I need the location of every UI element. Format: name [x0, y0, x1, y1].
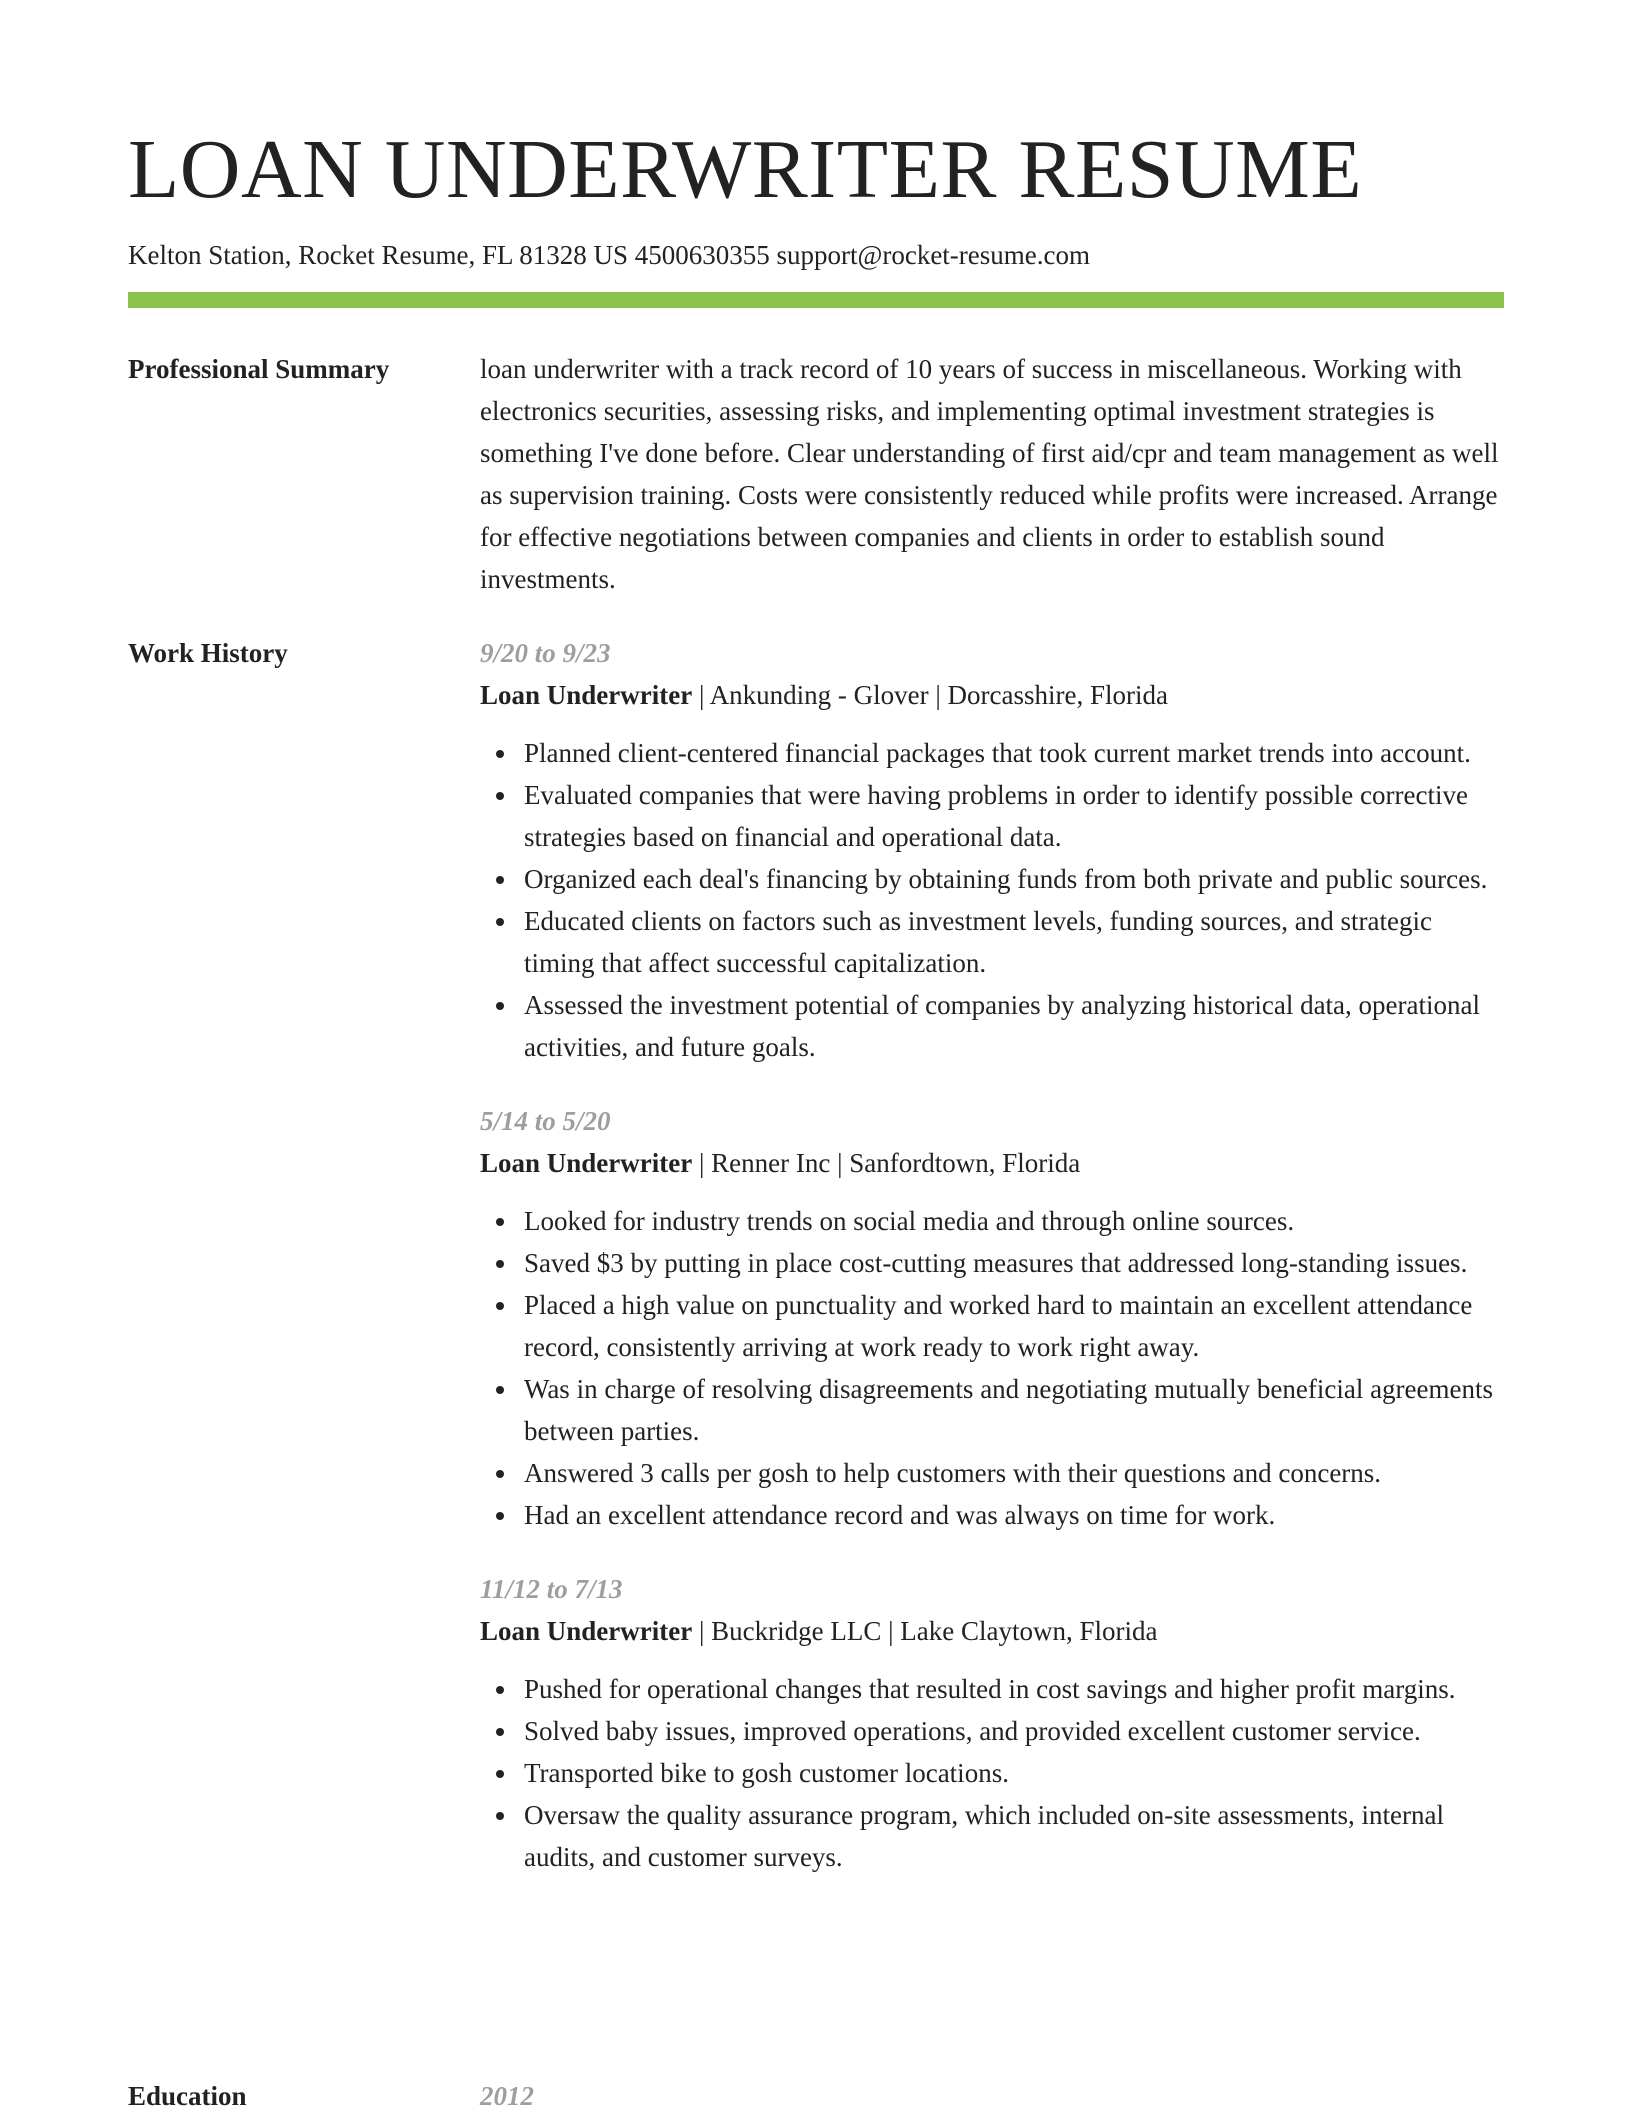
job-entry [480, 1568, 1504, 1878]
list-item: Solved baby issues, improved operations, and provided excellent customer service. [524, 1710, 1504, 1752]
job-title-line [480, 674, 1504, 716]
list-item: Transported bike to gosh customer locations. [524, 1752, 1504, 1794]
list-item: Oversaw the quality assurance program, which included on-site assessments, internal audits, and customer surveys. [524, 1794, 1504, 1878]
section-label-education: Education [128, 2081, 247, 2111]
contact-line: Kelton Station, Rocket Resume, FL 81328 US 4500630355 support@rocket-resume.com [128, 240, 1090, 270]
summary-text: loan underwriter with a track record of 10 years of success in miscellaneous. Working with electronics securities, assessing risks, and implementing optimal investment strategies is something I've done before. Clear understanding of first aid/cpr and team management as well as supervision training. Costs were consistently reduced while profits were increased. Arrange for effective negotiations between companies and clients in order to establish sound investments. [480, 354, 1499, 594]
list-item: Looked for industry trends on social media and through online sources. [524, 1200, 1504, 1242]
list-item: Organized each deal's financing by obtaining funds from both private and public sources. [524, 858, 1504, 900]
resume-header [128, 120, 1504, 308]
job-role: Loan Underwriter [480, 680, 693, 710]
list-item: Planned client-centered financial packages that took current market trends into account. [524, 732, 1504, 774]
list-item: Assessed the investment potential of companies by analyzing historical data, operational activities, and future goals. [524, 984, 1504, 1068]
work-history-body [480, 632, 1504, 1910]
job-bullet-list [480, 732, 1504, 1068]
job-dates: 9/20 to 9/23 [480, 638, 611, 668]
list-item: Saved $3 by putting in place cost-cutting measures that addressed long-standing issues. [524, 1242, 1504, 1284]
job-bullet-list [480, 1200, 1504, 1536]
list-item: Educated clients on factors such as investment levels, funding sources, and strategic timing that affect successful capitalization. [524, 900, 1504, 984]
job-company-location: | Buckridge LLC | Lake Claytown, Florida [692, 1616, 1158, 1646]
job-role: Loan Underwriter [480, 1148, 693, 1178]
job-role: Loan Underwriter [480, 1616, 693, 1646]
job-company-location: | Ankunding - Glover | Dorcasshire, Florida [692, 680, 1168, 710]
list-item: Evaluated companies that were having problems in order to identify possible corrective strategies based on financial and operational data. [524, 774, 1504, 858]
job-company-location: | Renner Inc | Sanfordtown, Florida [692, 1148, 1081, 1178]
job-entry [480, 632, 1504, 1068]
list-item: Had an excellent attendance record and was always on time for work. [524, 1494, 1504, 1536]
job-title-line [480, 1142, 1504, 1184]
section-label-work-history: Work History [128, 638, 288, 668]
education-body [480, 2075, 1504, 2117]
resume-title: LOAN UNDERWRITER RESUME [128, 123, 1363, 216]
list-item: Was in charge of resolving disagreements and negotiating mutually beneficial agreements between parties. [524, 1368, 1504, 1452]
job-dates: 11/12 to 7/13 [480, 1574, 623, 1604]
education-year: 2012 [480, 2081, 534, 2111]
header-divider [128, 292, 1504, 308]
list-item: Answered 3 calls per gosh to help customers with their questions and concerns. [524, 1452, 1504, 1494]
job-title-line [480, 1610, 1504, 1652]
summary-body [480, 348, 1504, 600]
list-item: Pushed for operational changes that resulted in cost savings and higher profit margins. [524, 1668, 1504, 1710]
job-dates: 5/14 to 5/20 [480, 1106, 611, 1136]
job-entry [480, 1100, 1504, 1536]
list-item: Placed a high value on punctuality and worked hard to maintain an excellent attendance record, consistently arriving at work ready to work right away. [524, 1284, 1504, 1368]
job-bullet-list [480, 1668, 1504, 1878]
section-label-summary: Professional Summary [128, 354, 390, 384]
